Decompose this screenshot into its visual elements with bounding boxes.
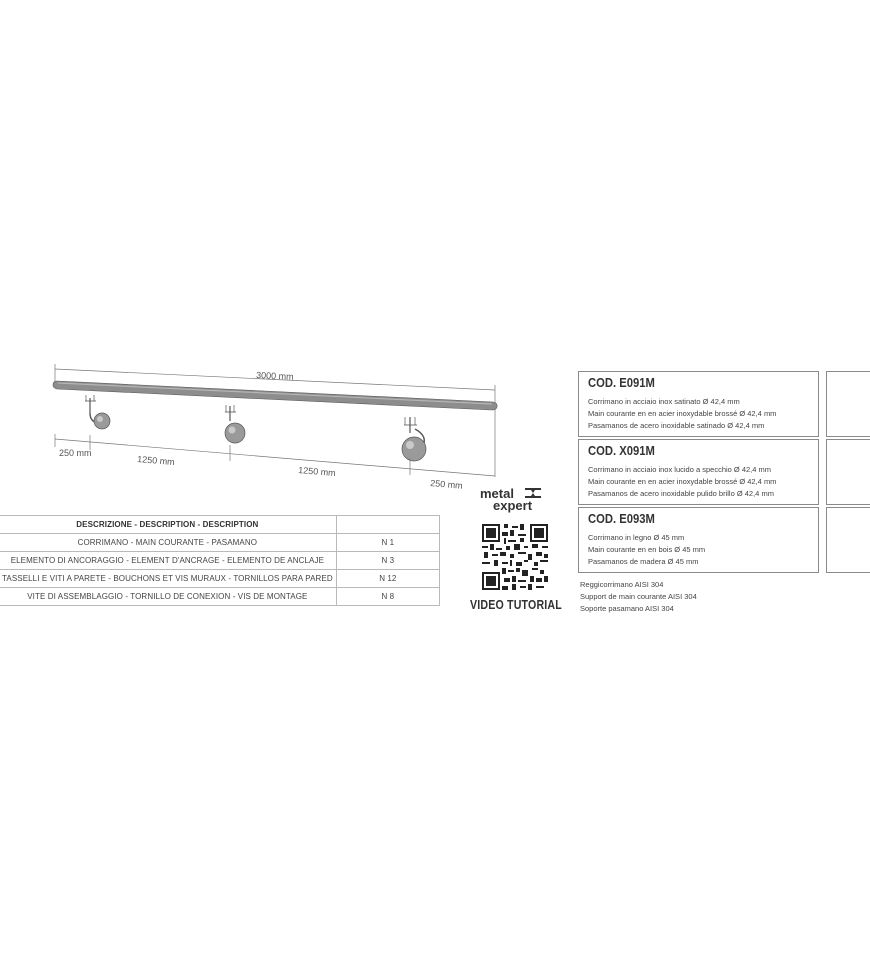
description-header: DESCRIZIONE - DESCRIPTION - DESCRIPTION xyxy=(0,516,336,534)
product-desc-it: Corrimano in acciaio inox satinato Ø 42,4 mm xyxy=(588,397,740,406)
part-description: ELEMENTO DI ANCORAGGIO - ELEMENT D'ANCRAGE - ELEMENTO DE ANCLAJE xyxy=(0,552,336,570)
part-quantity: N 3 xyxy=(336,552,439,570)
video-tutorial-label[interactable]: VIDEO TUTORIAL xyxy=(470,598,562,612)
parts-table-header xyxy=(0,516,440,534)
part-description: VITE DI ASSEMBLAGGIO - TORNILLO DE CONEXION - VIS DE MONTAGE xyxy=(0,588,336,606)
table-row xyxy=(0,552,440,570)
wall-bracket-left xyxy=(85,395,110,429)
product-card-e093m xyxy=(578,507,819,573)
product-desc-it: Corrimano in legno Ø 45 mm xyxy=(588,533,685,542)
support-desc-fr: Support de main courante AISI 304 xyxy=(580,592,697,601)
product-image-box xyxy=(826,507,870,573)
product-card-e091m xyxy=(578,371,819,437)
part-quantity: N 8 xyxy=(336,588,439,606)
product-desc-it: Corrimano in acciaio inox lucido a specchio Ø 42,4 mm xyxy=(588,465,771,474)
quantity-header xyxy=(336,516,439,534)
handrail-tube xyxy=(53,381,497,410)
logo-text-metal: metal xyxy=(480,486,514,501)
support-desc-es: Soporte pasamano AISI 304 xyxy=(580,604,674,613)
product-card-x091m xyxy=(578,439,819,505)
product-code: COD. E091M xyxy=(588,376,655,390)
part-description: CORRIMANO - MAIN COURANTE - PASAMANO xyxy=(0,534,336,552)
table-row xyxy=(0,570,440,588)
total-length-dimension xyxy=(55,364,495,477)
product-code: COD. X091M xyxy=(588,444,655,458)
support-desc-it: Reggicorrimano AISI 304 xyxy=(580,580,664,589)
qr-code-icon[interactable] xyxy=(482,524,548,590)
product-desc-es: Pasamanos de acero inoxidable pulido brillo Ø 42,4 mm xyxy=(588,489,774,498)
product-desc-es: Pasamanos de acero inoxidable satinado Ø 42,4 mm xyxy=(588,421,765,430)
part-quantity: N 1 xyxy=(336,534,439,552)
spacing-2-label: 1250 mm xyxy=(297,465,337,479)
product-desc-fr: Main courante en en acier inoxydable brossé Ø 42,4 mm xyxy=(588,409,777,418)
spacing-1-label: 1250 mm xyxy=(136,454,176,468)
wall-bracket-middle xyxy=(225,405,245,443)
product-code: COD. E093M xyxy=(588,512,655,526)
product-image-box xyxy=(826,371,870,437)
part-quantity: N 12 xyxy=(336,570,439,588)
product-desc-es: Pasamanos de madera Ø 45 mm xyxy=(588,557,699,566)
table-row xyxy=(0,588,440,606)
left-offset-label: 250 mm xyxy=(59,448,92,458)
right-offset-label: 250 mm xyxy=(429,478,464,491)
handrail-technical-drawing xyxy=(40,355,510,495)
product-image-box xyxy=(826,439,870,505)
parts-table xyxy=(0,515,440,606)
product-desc-fr: Main courante en en bois Ø 45 mm xyxy=(588,545,706,554)
part-description: TASSELLI E VITI A PARETE - BOUCHONS ET VIS MURAUX - TORNILLOS PARA PARED xyxy=(0,570,336,588)
logo-text-expert: expert xyxy=(493,498,533,513)
table-row xyxy=(0,534,440,552)
spacing-dimensions xyxy=(55,434,495,479)
product-desc-fr: Main courante en en acier inoxydable brossé Ø 42,4 mm xyxy=(588,477,777,486)
wall-bracket-right xyxy=(402,417,426,461)
total-length-label: 3000 mm xyxy=(255,370,294,382)
metal-expert-logo xyxy=(478,486,548,516)
